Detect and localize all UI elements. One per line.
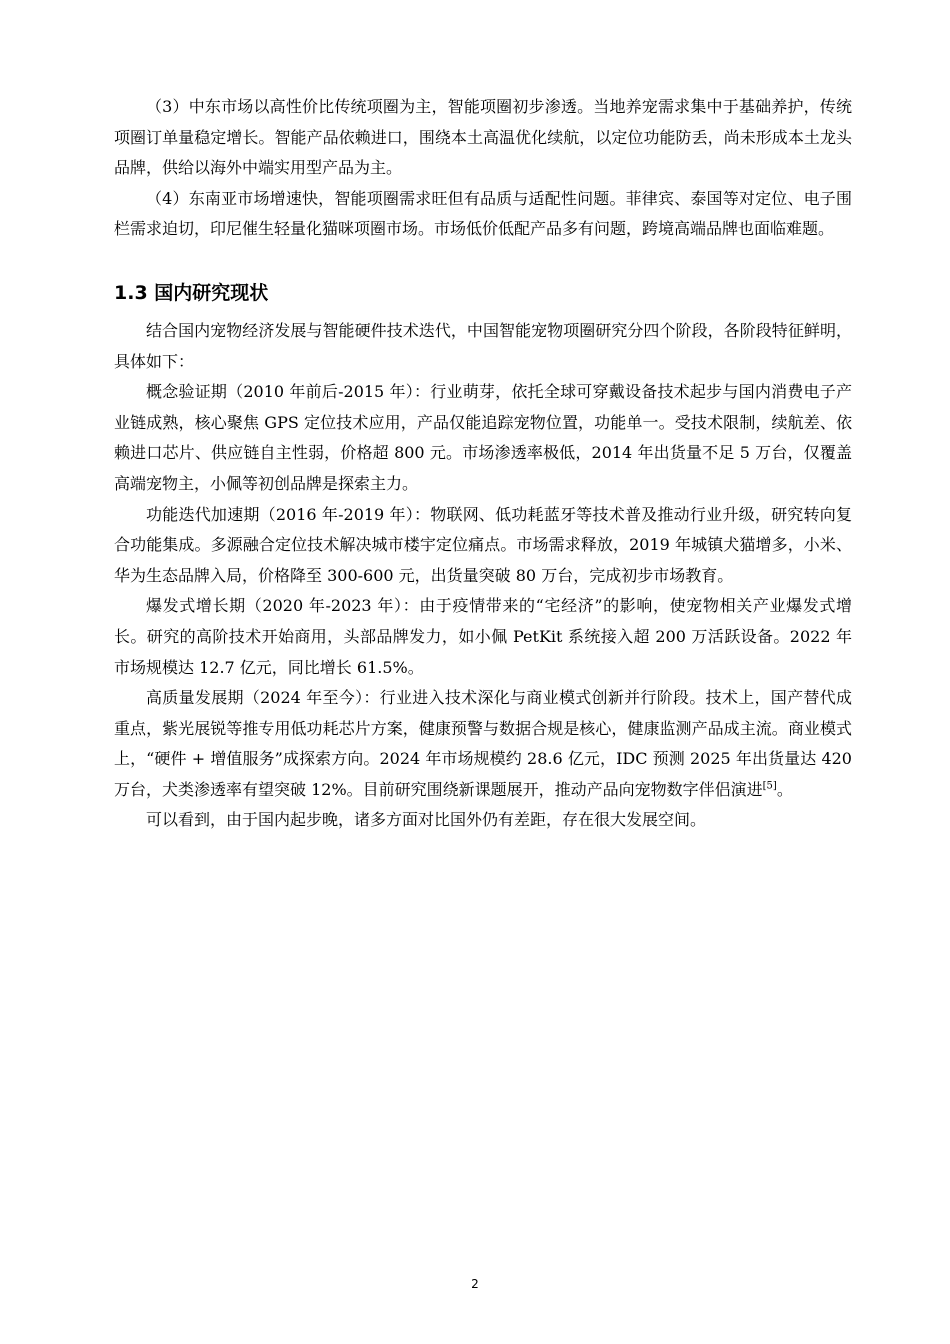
paragraph-quality-stage [114,683,852,805]
page-number: 2 [471,1277,479,1291]
document-page [114,92,852,836]
quality-stage-text: 高质量发展期（2024 年至今）：行业进入技术深化与商业模式创新并行阶段。技术上，国产替代成重点，紫光展锐等推专用低功耗芯片方案，健康预警与数据合规是核心，健康监测产品成主流。商业模式上，“硬件 + 增值服务”成探索方向。2024 年市场规模约 28.6 亿元，IDC 预测 2025 年出货量达 420 万台，犬类渗透率有望突破 12%。目前研究围绕新课题展开，推动产品向宠物数字伴侣演进 [114,688,852,799]
paragraph-intro: 结合国内宠物经济发展与智能硬件技术迭代，中国智能宠物项圈研究分四个阶段，各阶段特征鲜明，具体如下： [114,320,852,371]
paragraph-conclusion: 可以看到，由于国内起步晚，诸多方面对比国外仍有差距，存在很大发展空间。 [146,810,707,830]
paragraph-southeast-asia: （4）东南亚市场增速快，智能项圈需求旺但有品质与适配性问题。菲律宾、泰国等对定位、电子围栏需求迫切，印尼催生轻量化猫咪项圈市场。市场低价低配产品多有问题，跨境高端品牌也面临难题。 [114,188,852,239]
paragraph-middle-east: （3）中东市场以高性价比传统项圈为主，智能项圈初步渗透。当地养宠需求集中于基础养护，传统项圈订单量稳定增长。智能产品依赖进口，围绕本土高温优化续航，以定位功能防丢，尚未形成本土龙头品牌，供给以海外中端实用型产品为主。 [114,97,852,178]
paragraph-iteration-stage: 功能迭代加速期（2016 年-2019 年）：物联网、低功耗蓝牙等技术普及推动行业升级，研究转向复合功能集成。多源融合定位技术解决城市楼宇定位痛点。市场需求释放，2019 年城镇犬猫增多，小米、华为生态品牌入局，价格降至 300-600 元，出货量突破 80 万台，完成初步市场教育。 [114,504,852,585]
quality-stage-end: 。 [776,779,793,799]
citation-reference[interactable]: [5] [762,780,777,792]
section-heading: 1.3 国内研究现状 [114,281,269,304]
paragraph-explosive-stage: 爆发式增长期（2020 年-2023 年）：由于疫情带来的“宅经济”的影响，使宠物相关产业爆发式增长。研究的高阶技术开始商用，头部品牌发力，如小佩 PetKit 系统接入超 200 万活跃设备。2022 年市场规模达 12.7 亿元，同比增长 61.5%。 [114,596,852,677]
paragraph-concept-stage: 概念验证期（2010 年前后-2015 年）：行业萌芽，依托全球可穿戴设备技术起步与国内消费电子产业链成熟，核心聚焦 GPS 定位技术应用，产品仅能追踪宠物位置，功能单一。受技术限制，续航差、依赖进口芯片、供应链自主性弱，价格超 800 元。市场渗透率极低，2014 年出货量不足 5 万台，仅覆盖高端宠物主，小佩等初创品牌是探索主力。 [114,382,852,493]
